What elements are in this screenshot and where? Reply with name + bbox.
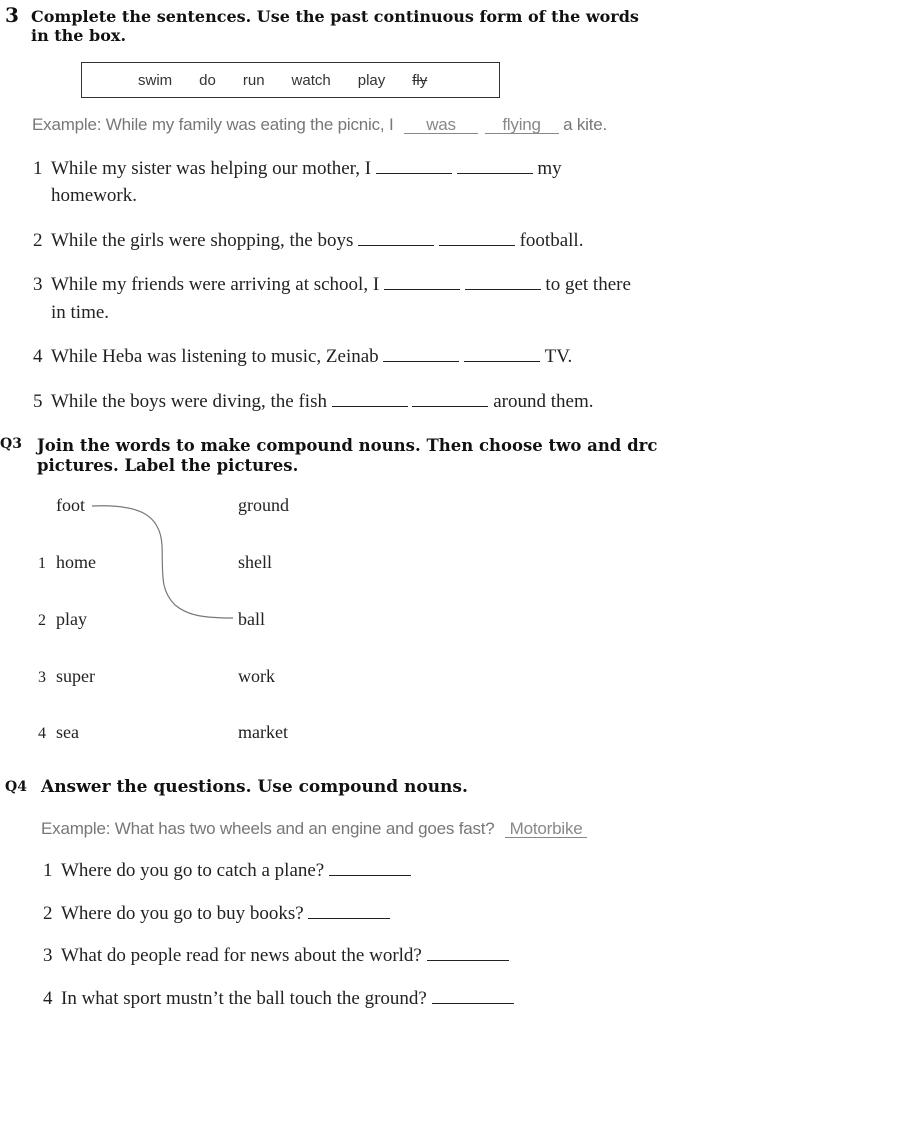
example-text-end: a kite. xyxy=(563,115,608,134)
item-text: While my friends were arriving at school, I xyxy=(51,274,380,295)
left-word: super xyxy=(56,666,95,686)
section3-instructions-line1: Complete the sentences. Use the past continuous form of the words xyxy=(31,7,639,26)
left-word: sea xyxy=(56,722,79,742)
q3-instructions-line2: pictures. Label the pictures. xyxy=(37,456,299,475)
section3-instructions-line2: in the box. xyxy=(31,26,127,45)
item-number: 3 xyxy=(43,945,53,966)
answer-blank[interactable] xyxy=(432,1002,514,1004)
q4-instructions: Answer the questions. Use compound nouns. xyxy=(41,777,468,797)
left-word-number: 4 xyxy=(38,725,46,742)
example-question: Example: What has two wheels and an engine and goes fast? xyxy=(41,819,495,838)
item-text-end: my xyxy=(537,158,562,179)
item-number: 1 xyxy=(33,158,43,179)
item-question: In what sport mustn’t the ball touch the ground? xyxy=(61,988,427,1009)
left-word-number: 3 xyxy=(38,669,46,686)
q4-item-3 xyxy=(43,945,509,967)
right-word-work[interactable]: work xyxy=(238,666,275,686)
q4-item-2 xyxy=(43,903,390,925)
q3-instructions-line1: Join the words to make compound nouns. Then choose two and drc xyxy=(37,436,658,455)
word-swim: swim xyxy=(138,71,173,89)
answer-blank[interactable] xyxy=(329,874,411,876)
left-word-number: 1 xyxy=(38,555,46,572)
example-answer-2: flying xyxy=(485,116,559,134)
word-fly-crossed: fly xyxy=(412,71,428,89)
item-number: 1 xyxy=(43,860,53,881)
item-number: 3 xyxy=(33,274,43,295)
word-play: play xyxy=(357,71,386,89)
answer-blank[interactable] xyxy=(427,959,509,961)
left-word-number: 2 xyxy=(38,612,46,629)
item-question: What do people read for news about the world? xyxy=(61,945,422,966)
right-word-market[interactable]: market xyxy=(238,722,288,742)
q4-item-4 xyxy=(43,988,514,1010)
item-number: 5 xyxy=(33,391,43,412)
item-text: While Heba was listening to music, Zeinab xyxy=(51,346,379,367)
item-number: 4 xyxy=(43,988,53,1009)
right-word-ball[interactable]: ball xyxy=(238,609,265,629)
example-answer: Motorbike xyxy=(505,820,587,838)
item-text-end: TV. xyxy=(544,346,573,367)
item-text-end: football. xyxy=(519,230,584,251)
item-text: While the boys were diving, the fish xyxy=(51,391,327,412)
example-answer-1: was xyxy=(404,116,478,134)
word-do: do xyxy=(199,71,216,89)
word-run: run xyxy=(242,71,265,89)
word-watch: watch xyxy=(291,71,331,89)
example-text: Example: While my family was eating the picnic, I xyxy=(32,115,394,134)
left-word: foot xyxy=(56,495,85,515)
answer-blank[interactable] xyxy=(308,917,390,919)
q3-label: Q3 xyxy=(0,436,22,452)
item-number: 4 xyxy=(33,346,43,367)
left-word: home xyxy=(56,552,96,572)
item-text-end: to get there xyxy=(545,274,631,295)
item-number: 2 xyxy=(33,230,43,251)
q4-item-1 xyxy=(43,860,411,882)
item-text-end: around them. xyxy=(493,391,594,412)
item-text: While the girls were shopping, the boys xyxy=(51,230,354,251)
section3-item-1-line2: homework. xyxy=(51,185,138,206)
left-word: play xyxy=(56,609,87,629)
section-number: 3 xyxy=(5,3,19,27)
item-question: Where do you go to catch a plane? xyxy=(61,860,325,881)
item-text: While my sister was helping our mother, I xyxy=(51,158,372,179)
section3-item-3-line2: in time. xyxy=(51,302,110,323)
q4-label: Q4 xyxy=(5,779,27,795)
q4-example xyxy=(41,819,587,839)
right-word-shell[interactable]: shell xyxy=(238,552,272,572)
item-question: Where do you go to buy books? xyxy=(61,903,304,924)
right-word-ground[interactable]: ground xyxy=(238,495,289,515)
item-number: 2 xyxy=(43,903,53,924)
